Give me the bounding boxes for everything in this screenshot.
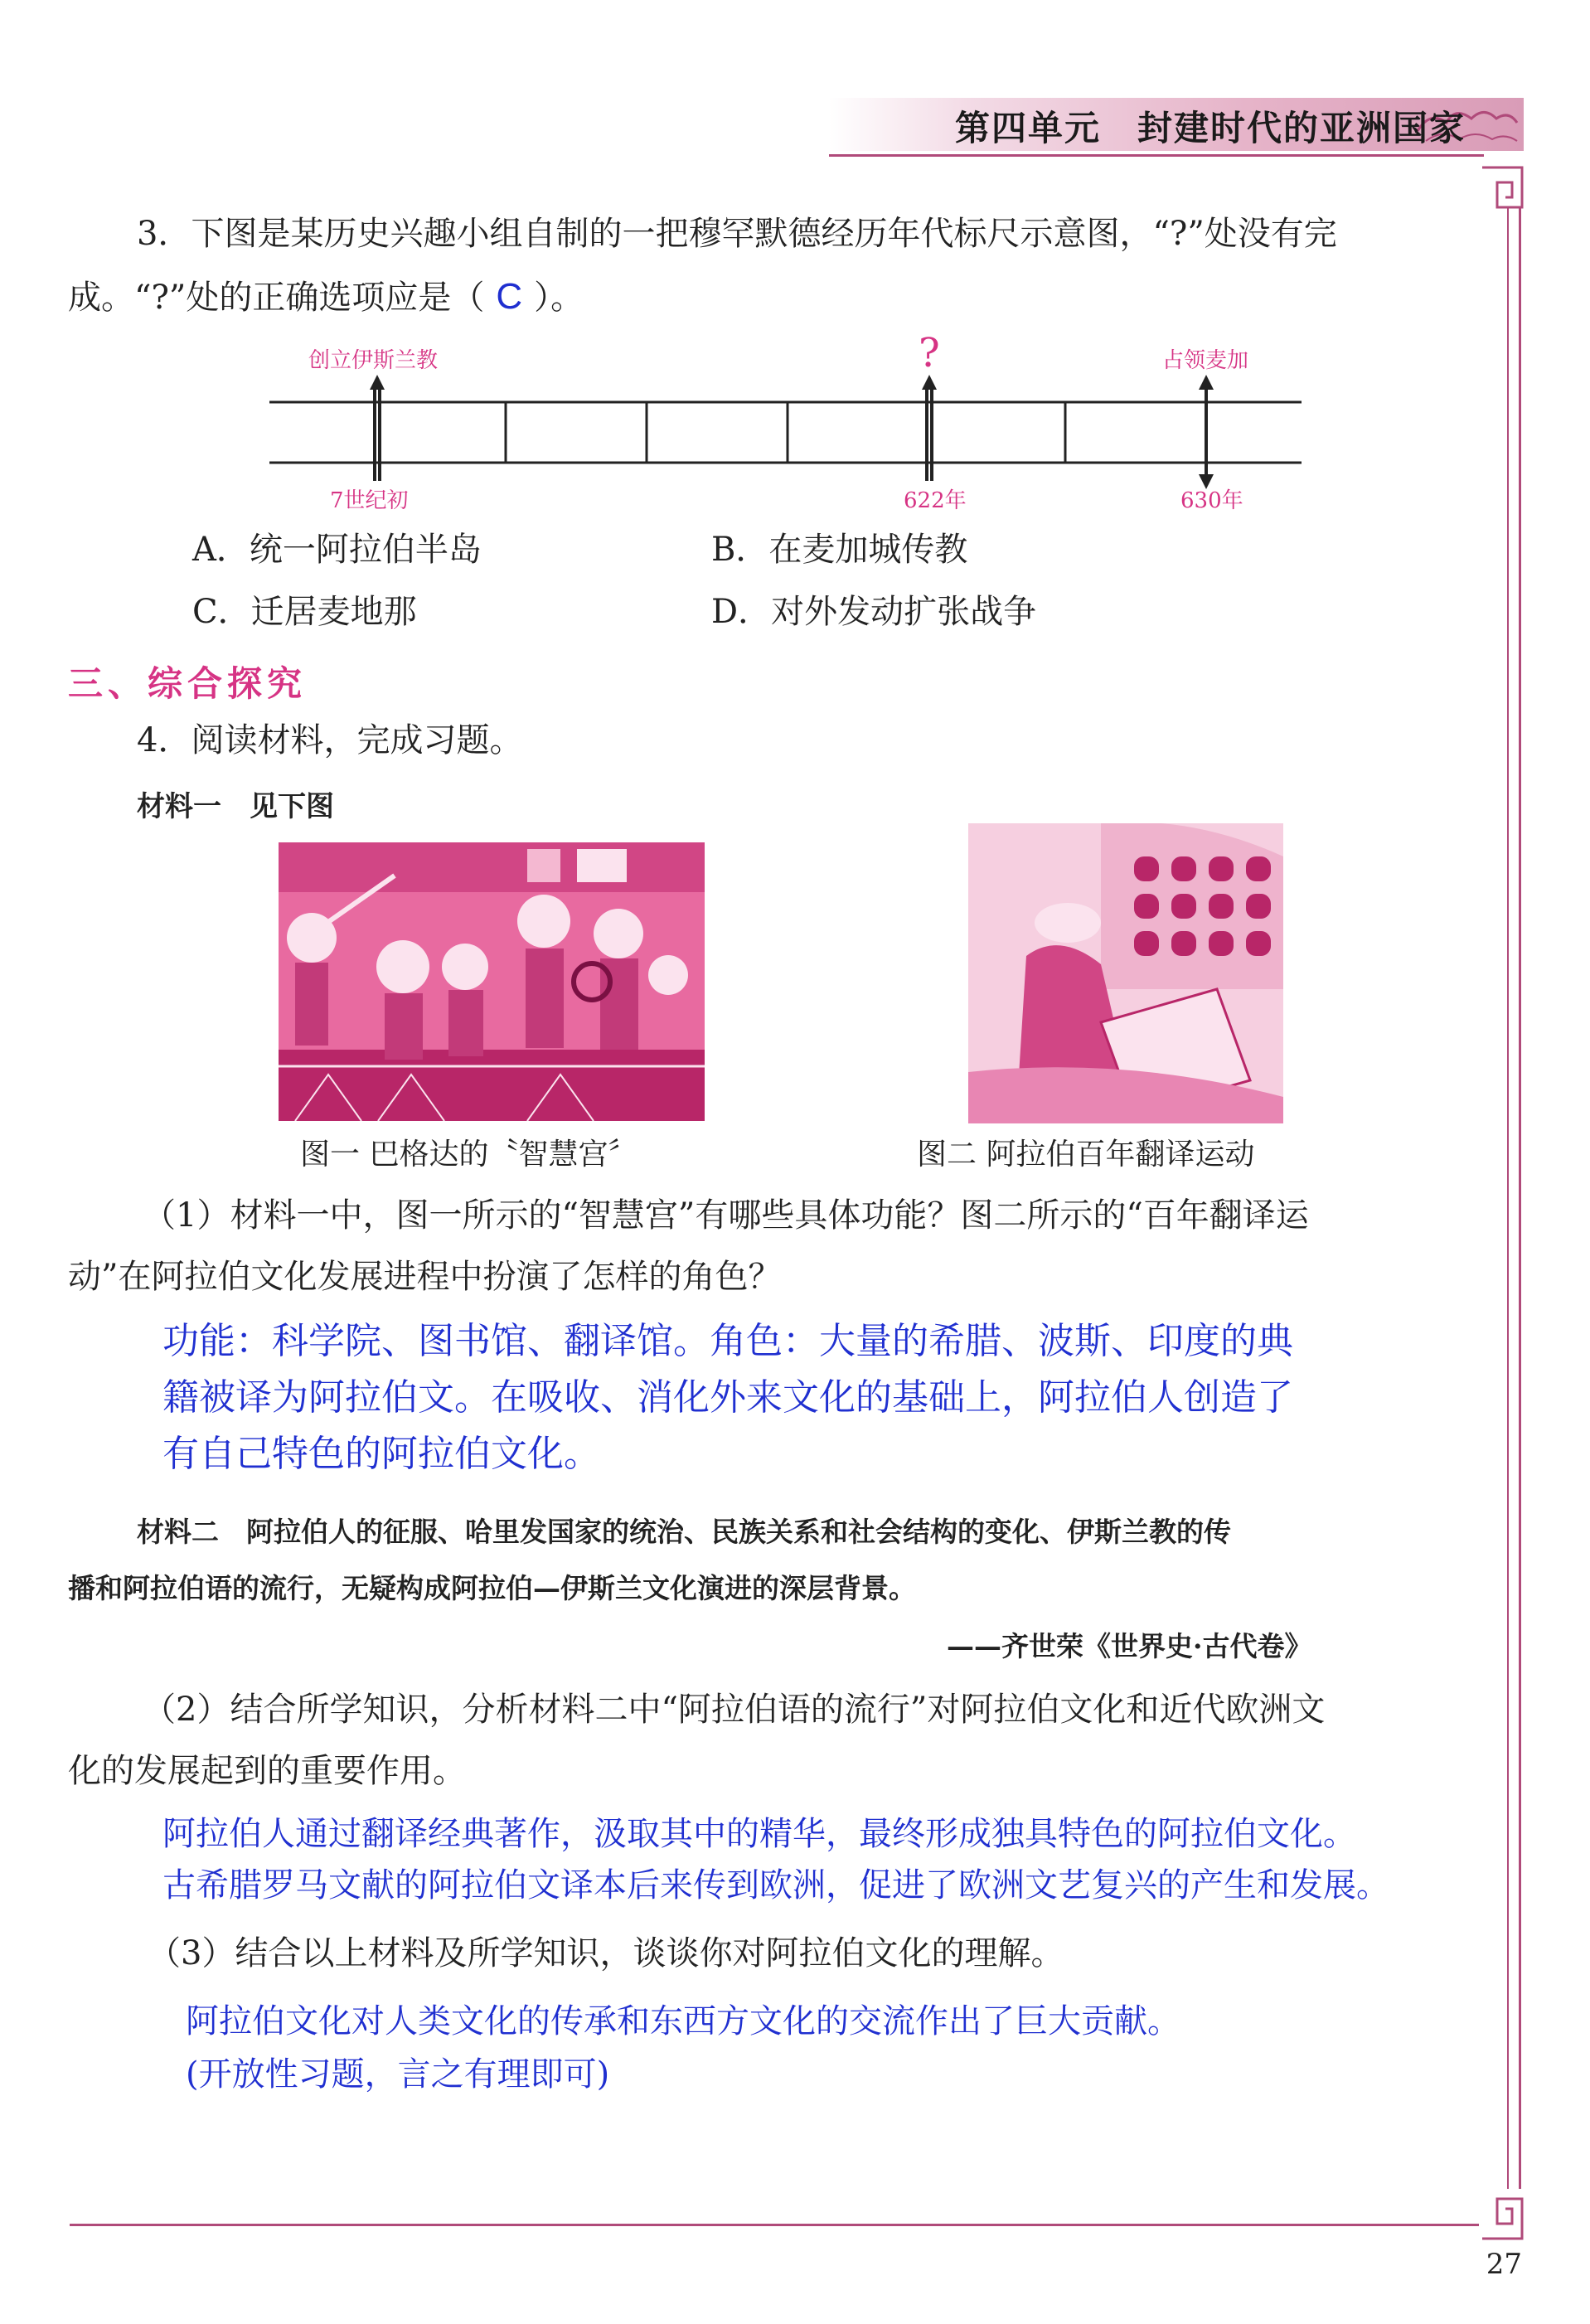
sub2-line2: 化的发展起到的重要作用。 [68, 1752, 466, 1790]
material2-line1: 材料二 阿拉伯人的征服、哈里发国家的统治、民族关系和社会结构的变化、伊斯兰教的传 [137, 1516, 1231, 1548]
figure2-caption: 图二 阿拉伯百年翻译运动 [917, 1138, 1255, 1172]
timeline-label-622: 622年 [904, 488, 967, 513]
answer1-line3: 有自己特色的阿拉伯文化。 [162, 1433, 600, 1475]
option-c: C．迁居麦地那 [192, 593, 417, 631]
page-number: 27 [1486, 2248, 1522, 2281]
q4-intro: 4．阅读材料，完成习题。 [137, 721, 523, 759]
q3-line2-prefix: 成。“?”处的正确选项应是（ [68, 279, 485, 317]
frame-corner-bottom-icon [1481, 2189, 1532, 2240]
q3-line2 [68, 265, 584, 329]
q3-answer: C [496, 276, 523, 317]
answer3-line1: 阿拉伯文化对人类文化的传承和东西方文化的交流作出了巨大贡献。 [186, 2002, 1180, 2040]
sub1-line2: 动”在阿拉伯文化发展进程中扮演了怎样的角色？ [68, 1258, 782, 1296]
q3-line1: 3．下图是某历史兴趣小组自制的一把穆罕默德经历年代标尺示意图，“?”处没有完 [137, 215, 1337, 253]
answer1-line2: 籍被译为阿拉伯文。在吸收、消化外来文化的基础上，阿拉伯人创造了 [162, 1376, 1293, 1419]
figure1-caption: 图一 巴格达的〝智慧宫〞 [300, 1138, 638, 1172]
translation-movement-image [968, 823, 1283, 1123]
frame-bottom-line [70, 2224, 1479, 2226]
marker-7th-century [370, 375, 385, 481]
marker-630 [1199, 375, 1214, 489]
timeline-label-7th-century: 7世纪初 [330, 488, 409, 513]
material2-source: ——齐世荣《世界史·古代卷》 [947, 1630, 1312, 1662]
frame-right-inner-line [1507, 207, 1509, 2189]
material1-label: 材料一 见下图 [137, 790, 334, 823]
answer3-line2: (开放性习题，言之有理即可) [186, 2055, 610, 2094]
frame-corner-top-icon [1481, 166, 1532, 217]
house-of-wisdom-image [279, 842, 705, 1121]
option-d: D．对外发动扩张战争 [711, 593, 1037, 631]
sub3-line: （3）结合以上材料及所学知识，谈谈你对阿拉伯文化的理解。 [148, 1934, 1064, 1972]
timeline-label-founding: 创立伊斯兰教 [308, 348, 439, 373]
answer1-line1: 功能：科学院、图书馆、翻译馆。角色：大量的希腊、波斯、印度的典 [162, 1320, 1293, 1362]
material2-line2: 播和阿拉伯语的流行，无疑构成阿拉伯—伊斯兰文化演进的深层背景。 [68, 1572, 916, 1604]
unit-title: 第四单元 封建时代的亚洲国家 [954, 108, 1466, 148]
frame-right-line [1519, 207, 1521, 2189]
frame-top-line [829, 154, 1484, 157]
answer2-line2: 古希腊罗马文献的阿拉伯文译本后来传到欧洲，促进了欧洲文艺复兴的产生和发展。 [162, 1866, 1389, 1904]
option-a: A．统一阿拉伯半岛 [192, 531, 482, 569]
section-title: 三、综合探究 [68, 663, 308, 704]
sub1-line1: （1）材料一中，图一所示的“智慧宫”有哪些具体功能？图二所示的“百年翻译运 [143, 1196, 1309, 1235]
timeline-label-question: ? [919, 330, 940, 376]
sub2-line1: （2）结合所学知识，分析材料二中“阿拉伯语的流行”对阿拉伯文化和近代欧洲文 [143, 1691, 1326, 1729]
q3-line2-suffix: ）。 [534, 279, 584, 317]
option-b: B．在麦加城传教 [711, 531, 968, 569]
marker-622 [922, 375, 937, 481]
timeline-label-mecca: 占领麦加 [1162, 348, 1249, 373]
answer2-line1: 阿拉伯人通过翻译经典著作，汲取其中的精华，最终形成独具特色的阿拉伯文化。 [162, 1815, 1356, 1853]
timeline-label-630: 630年 [1180, 488, 1243, 513]
